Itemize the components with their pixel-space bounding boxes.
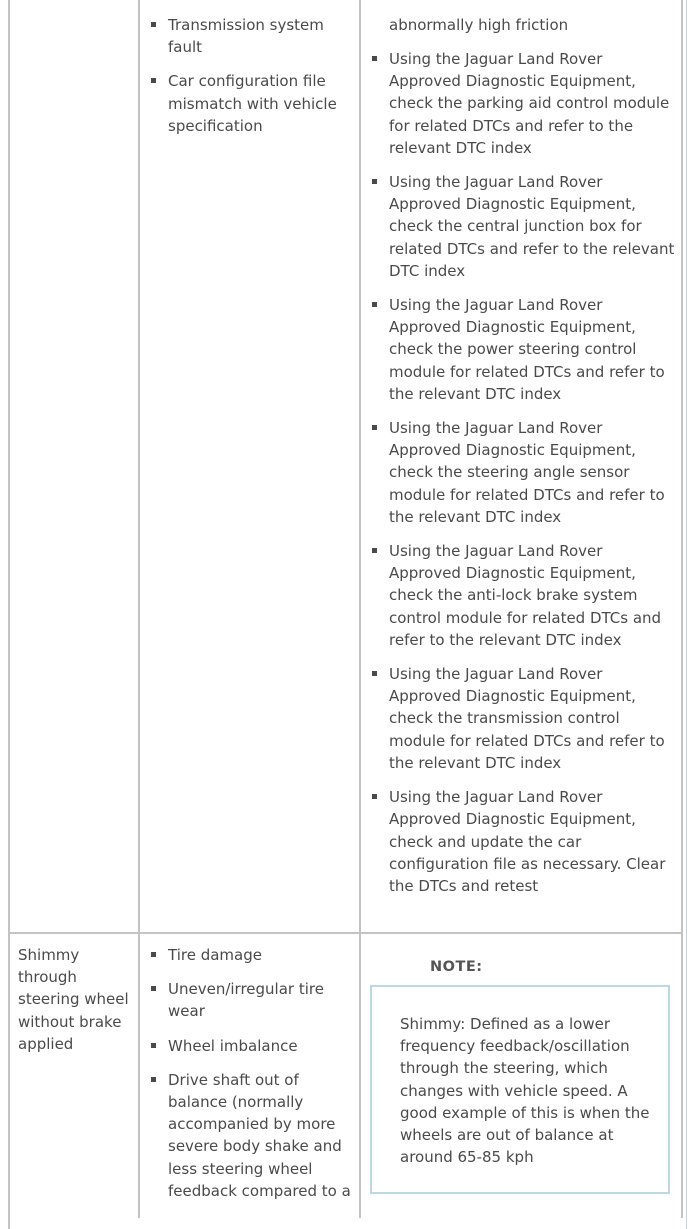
- row1-causes-list: [149, 14, 361, 137]
- list-item: Using the Jaguar Land Rover Approved Diagnostic Equipment, check the central junction box for related DTCs and refer to the relevant DTC index: [370, 171, 678, 282]
- list-item: Using the Jaguar Land Rover Approved Diagnostic Equipment, check the transmission control module for related DTCs and refer to the relevant DTC index: [370, 663, 678, 774]
- row1-actions-continued: abnormally high friction: [389, 16, 569, 34]
- list-item: Using the Jaguar Land Rover Approved Diagnostic Equipment, check the power steering control module for related DTCs and refer to the relevant DTC index: [370, 294, 678, 405]
- row2-causes-list: [149, 944, 361, 1202]
- row2-symptom: Shimmy through steering wheel without brake applied: [18, 946, 129, 1053]
- list-item: Using the Jaguar Land Rover Approved Diagnostic Equipment, check the steering angle sensor module for related DTCs and refer to the relevant DTC index: [370, 417, 678, 528]
- list-item: Wheel imbalance: [149, 1035, 361, 1057]
- column-divider-1: [138, 0, 140, 1218]
- row-divider: [8, 932, 683, 934]
- list-item: Drive shaft out of balance (normally accompanied by more severe body shake and less steering wheel feedback compared to a: [149, 1069, 361, 1202]
- note-label: NOTE:: [430, 959, 483, 975]
- row1-actions-list: [370, 48, 678, 897]
- note-box: [370, 985, 670, 1194]
- list-item: Using the Jaguar Land Rover Approved Diagnostic Equipment, check the anti-lock brake system control module for related DTCs and refer to the relevant DTC index: [370, 540, 678, 651]
- list-item: Using the Jaguar Land Rover Approved Diagnostic Equipment, check and update the car configuration file as necessary. Clear the DTCs and retest: [370, 786, 678, 897]
- list-item: Uneven/irregular tire wear: [149, 978, 361, 1022]
- table-border-right: [681, 0, 683, 1218]
- list-item: Transmission system fault: [149, 14, 361, 58]
- right-margin-rule: [686, 0, 687, 1229]
- list-item: Car configuration file mismatch with vehicle specification: [149, 70, 361, 137]
- note-text: Shimmy: Defined as a lower frequency feedback/oscillation through the steering, which changes with vehicle speed. A good example of this is when the wheels are out of balance at around 65-85 kph: [400, 1015, 650, 1167]
- table-border-left: [8, 0, 10, 1229]
- list-item: Using the Jaguar Land Rover Approved Diagnostic Equipment, check the parking aid control module for related DTCs and refer to the relevant DTC index: [370, 48, 678, 159]
- list-item: Tire damage: [149, 944, 361, 966]
